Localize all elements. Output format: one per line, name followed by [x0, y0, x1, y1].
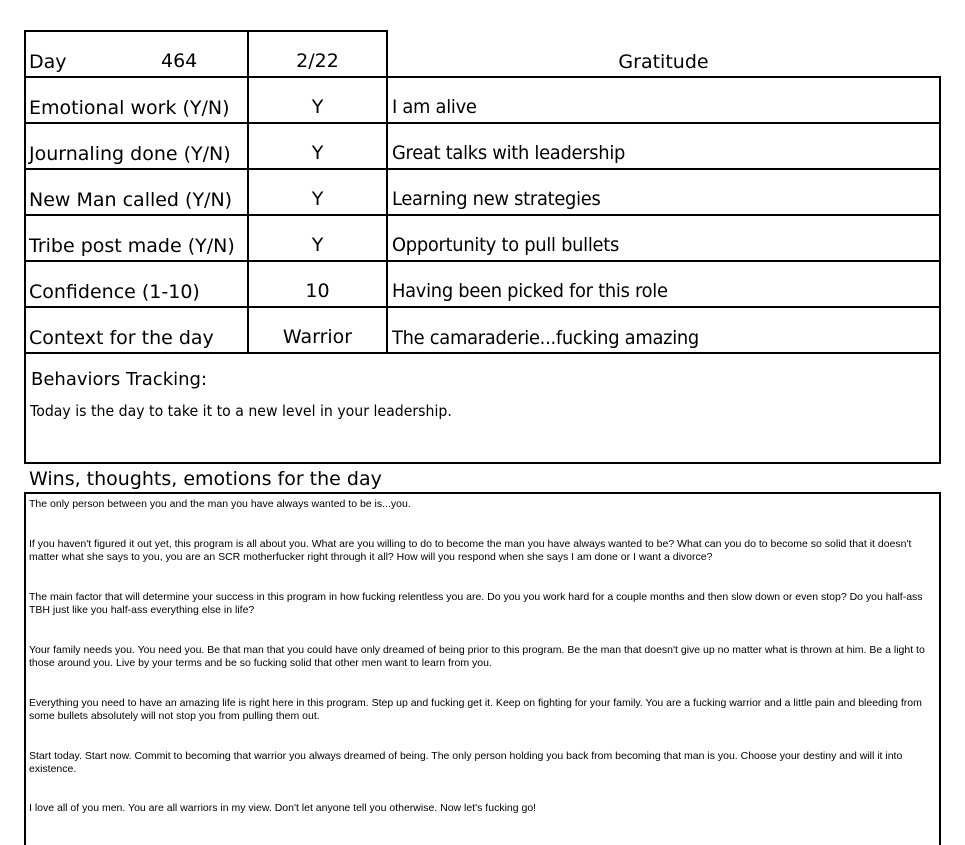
grid-line — [24, 30, 388, 32]
grid-line — [939, 76, 941, 464]
wins-paragraph: Everything you need to have an amazing life is right here in this program. Step up and fucking get it. Keep on fighting for your family. You are a fucking warrior and a little pain and bleeding from some bullets absolutely will not stop you from pulling them out. — [29, 697, 922, 722]
row-label-new-man-called: New Man called (Y/N) — [29, 189, 233, 211]
day-label: Day — [29, 51, 67, 73]
grid-line — [24, 492, 941, 494]
gratitude-item: The camaraderie...fucking amazing — [392, 327, 699, 349]
behaviors-text: Today is the day to take it to a new level in your leadership. — [30, 402, 452, 420]
wins-paragraph: Start today. Start now. Commit to becoming that warrior you always dreamed of being. The only person holding you back from becoming that man is you. Choose your destiny and will it into existence. — [29, 750, 903, 775]
grid-line — [24, 168, 941, 170]
row-label-tribe-post: Tribe post made (Y/N) — [29, 235, 235, 257]
grid-line — [24, 76, 941, 78]
gratitude-item: Having been picked for this role — [392, 280, 668, 302]
grid-line — [24, 260, 941, 262]
row-value-emotional-work: Y — [311, 96, 324, 118]
grid-line — [386, 30, 388, 354]
gratitude-header: Gratitude — [618, 51, 709, 73]
row-label-journaling: Journaling done (Y/N) — [29, 143, 231, 165]
gratitude-item: Opportunity to pull bullets — [392, 234, 619, 256]
wins-paragraph: I love all of you men. You are all warriors in my view. Don't let anyone tell you otherwise. Now let's fucking go! — [29, 802, 537, 814]
gratitude-item: I am alive — [392, 96, 477, 118]
grid-line — [24, 492, 26, 845]
row-value-tribe-post: Y — [311, 234, 324, 256]
grid-line — [24, 30, 26, 464]
day-number: 464 — [161, 50, 198, 72]
row-label-confidence: Confidence (1-10) — [29, 281, 200, 303]
grid-line — [24, 122, 941, 124]
gratitude-item: Learning new strategies — [392, 188, 601, 210]
wins-paragraph: The main factor that will determine your success in this program in how fucking relentless you are. Do you you work hard for a couple months and then slow down or even stop? Do you half-ass TBH just like you half-ass everything else in life? — [29, 591, 923, 616]
grid-line — [24, 352, 941, 354]
wins-paragraph: The only person between you and the man you have always wanted to be is...you. — [29, 498, 411, 510]
row-label-context: Context for the day — [29, 327, 214, 349]
grid-line — [24, 462, 941, 464]
row-value-context: Warrior — [282, 326, 353, 348]
grid-line — [939, 492, 941, 845]
gratitude-item: Great talks with leadership — [392, 142, 626, 164]
row-value-confidence: 10 — [305, 280, 330, 302]
behaviors-title: Behaviors Tracking: — [31, 369, 208, 390]
wins-paragraph: If you haven't figured it out yet, this program is all about you. What are you willing to do to become the man you have always wanted to be? What can you do to become so solid that it doesn't matter what she says to you, you are an SCR motherfucker right through it all? How will you respond when she says I am done or I want a divorce? — [29, 538, 912, 563]
wins-title: Wins, thoughts, emotions for the day — [29, 468, 382, 490]
date-value: 2/22 — [296, 50, 339, 72]
grid-line — [24, 214, 941, 216]
row-value-new-man-called: Y — [311, 188, 324, 210]
row-value-journaling: Y — [311, 142, 324, 164]
grid-line — [24, 306, 941, 308]
row-label-emotional-work: Emotional work (Y/N) — [29, 97, 230, 119]
wins-paragraph: Your family needs you. You need you. Be that man that you could have only dreamed of being prior to this program. Be the man that doesn't give up no matter what is thrown at him. Be a light to those around you. Live by your terms and be so fucking solid that other men want to learn from you. — [29, 644, 925, 669]
